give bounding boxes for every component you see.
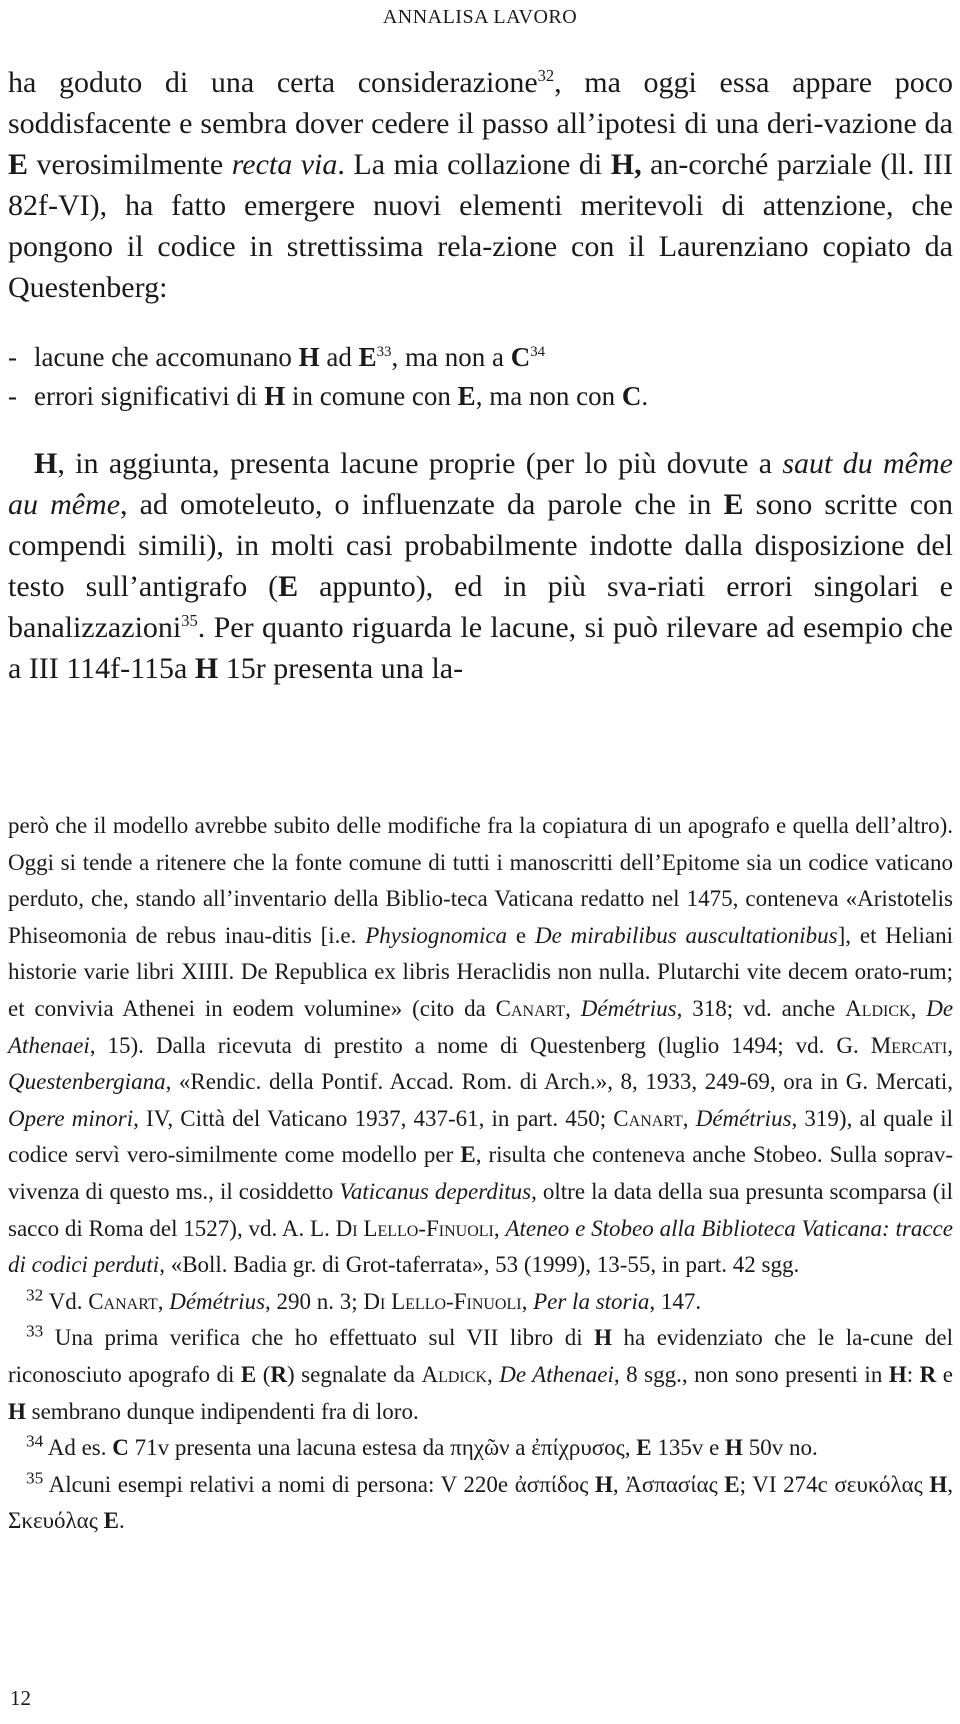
text: , xyxy=(157,1288,170,1314)
main-text xyxy=(8,62,953,689)
italic-phrase: saut du même au même xyxy=(8,447,953,521)
text: , in aggiunta, presenta lacune proprie (per lo più dovute a xyxy=(57,447,783,480)
text: 71v presenta una lacuna estesa da πηχῶν a ἐπίχρυσος, xyxy=(128,1435,637,1461)
siglum: E xyxy=(8,148,29,181)
footnote-34 xyxy=(8,1430,953,1467)
siglum: H, xyxy=(610,148,642,181)
text: però che il modello avrebbe subito delle modifiche fra la copiatura di un apografo e quella dell’altro). Oggi si tende a ritenere che la fonte comune di tutti i manoscritti dell’Epitome sia un codice vaticano perduto, che, stando all’inventario della Biblio-teca Vaticana redatto nel 1475, conteneva «Aristotelis Phiseomonia de rebus inau-ditis [i.e. xyxy=(8,813,953,948)
text: , Σκευόλας xyxy=(8,1471,953,1534)
text: Alcuni esempi relativi a nomi di persona: V 220e ἀσπίδος xyxy=(43,1471,596,1497)
siglum: H xyxy=(888,1361,907,1387)
footnote-ref-34[interactable]: 34 xyxy=(530,344,546,360)
author-name: Aldick xyxy=(421,1361,487,1387)
text: . xyxy=(118,1508,125,1534)
footnote-number: 32 xyxy=(26,1285,44,1305)
siglum: H xyxy=(595,1471,613,1497)
text: in comune con xyxy=(285,381,458,411)
text: verosimilmente xyxy=(28,148,232,181)
italic-title: Ateneo e Stobeo alla Biblioteca Vaticana: tracce di codici perduti xyxy=(8,1215,953,1278)
siglum: E xyxy=(636,1435,652,1461)
text: , ad omoteleuto, o influenzate da parole che in xyxy=(120,488,724,521)
siglum: C xyxy=(621,381,642,411)
text: , xyxy=(947,1032,953,1058)
running-title: ANNALISA LAVORO xyxy=(382,6,578,28)
italic-title: Démétrius xyxy=(580,995,677,1021)
text: ad xyxy=(319,342,359,372)
text: . La mia collazione di xyxy=(337,148,611,181)
text: : xyxy=(906,1361,920,1387)
text: ) segnalate da xyxy=(287,1361,422,1387)
text: Vd. xyxy=(43,1288,89,1314)
text: Una prima verifica che ho effettuato sul VII libro di xyxy=(43,1325,595,1351)
italic-title: Démétrius xyxy=(169,1288,266,1314)
text: , 15). Dalla ricevuta di prestito a nome di Questenberg (luglio 1494; vd. G. xyxy=(89,1032,871,1058)
footnote-33 xyxy=(8,1320,953,1430)
siglum: E xyxy=(240,1361,257,1387)
text: , IV, Città del Vaticano 1937, 437-61, in part. 450; xyxy=(133,1105,614,1131)
italic-title: Per la storia xyxy=(533,1288,650,1314)
text: an-corché parziale (ll. III 82f-VI), ha fatto emergere nuovi elementi meritevoli di attenzione, che pongono il codice in strettissima rela-zione con il Laurenziano copiato da Questenberg: xyxy=(8,148,953,304)
italic-title: De Athenaei xyxy=(499,1361,614,1387)
text: ; VI 274c σευκόλας xyxy=(739,1471,930,1497)
siglum: E xyxy=(358,342,377,372)
text: ha evidenziato che le la-cune del riconosciuto apografo di xyxy=(8,1325,953,1387)
siglum: R xyxy=(919,1361,937,1387)
text: , 318; vd. anche xyxy=(676,995,846,1021)
italic-title: Opere minori xyxy=(8,1105,134,1131)
text: sembrano dunque indipendenti fra di loro. xyxy=(25,1398,419,1424)
text: , xyxy=(486,1361,500,1387)
paragraph-1 xyxy=(8,62,953,308)
italic-title: Physiognomica xyxy=(365,922,508,948)
siglum: E xyxy=(278,570,299,603)
text: , xyxy=(493,1215,506,1241)
text: 135v e xyxy=(651,1435,726,1461)
text: e xyxy=(936,1361,953,1387)
siglum: H xyxy=(194,652,219,685)
text: e xyxy=(507,922,535,948)
footnote-ref-32[interactable]: 32 xyxy=(537,66,555,85)
italic-title: Vaticanus deperditus xyxy=(339,1178,532,1204)
paragraph-2 xyxy=(8,443,953,689)
siglum: E xyxy=(103,1508,119,1534)
text: , «Rendic. della Pontif. Accad. Rom. di Arch.», 8, 1933, 249-69, ora in G. Mercati, xyxy=(165,1069,953,1095)
text: , 319), al quale il codice servì vero-similmente come modello per xyxy=(8,1105,953,1168)
list-item xyxy=(8,377,953,416)
text: , «Boll. Badia gr. di Grot-taferrata», 53 (1999), 13-55, in part. 42 sgg. xyxy=(159,1252,800,1278)
text: , xyxy=(521,1288,534,1314)
text: Ad es. xyxy=(43,1435,113,1461)
siglum: H xyxy=(594,1325,613,1351)
siglum: E xyxy=(724,1471,740,1497)
siglum: C xyxy=(510,342,531,372)
bullet-list xyxy=(8,338,953,416)
text: , Ἀσπασίας xyxy=(612,1471,725,1497)
text: sono scritte con compendi simili), in molti casi probabilmente indotte dalla disposizione del testo sull’antigrafo ( xyxy=(8,488,954,603)
text: , ma non a xyxy=(391,342,511,372)
footnote-number: 34 xyxy=(26,1431,44,1451)
dash: - xyxy=(8,342,17,372)
author-name: Canart xyxy=(88,1288,158,1314)
siglum: C xyxy=(112,1435,129,1461)
text: , oltre la data della sua presunta scomparsa (il sacco di Roma del 1527), vd. A. L. xyxy=(8,1178,954,1241)
text: , xyxy=(682,1105,696,1131)
footnotes xyxy=(8,808,953,1540)
text: errori significativi di xyxy=(34,381,265,411)
siglum: E xyxy=(457,381,476,411)
footnote-continuation xyxy=(8,808,953,1284)
text: ], et Heliani historie varie libri XIIII. De Republica ex libris Heraclidis non nulla. Plutarchi vite decem orato-rum; et convivia Athenei in eodem volumine» (cito da xyxy=(8,922,954,1021)
siglum: H xyxy=(264,381,286,411)
text: . Per quanto riguarda le lacune, si può rilevare ad esempio che a III 114f-115a xyxy=(8,611,953,685)
text: 50v no. xyxy=(742,1435,818,1461)
text: , 8 sgg., non sono presenti in xyxy=(613,1361,889,1387)
text: , ma non con xyxy=(475,381,622,411)
text: , risulta che conteneva anche Stobeo. Sulla soprav-vivenza di questo ms., il cosiddetto xyxy=(8,1142,954,1204)
text: , 147. xyxy=(649,1288,702,1314)
siglum: H xyxy=(34,447,58,480)
footnote-number: 33 xyxy=(26,1321,44,1341)
dash: - xyxy=(8,381,17,411)
text: 15r presenta una la- xyxy=(218,652,464,685)
text: ha goduto di una certa considerazione xyxy=(8,66,538,99)
siglum: H xyxy=(725,1435,743,1461)
siglum: H xyxy=(8,1398,26,1424)
text: , xyxy=(565,995,581,1021)
text: , ma oggi essa appare poco soddisfacente e sembra dover cedere il passo all’ipotesi di una deri-vazione da xyxy=(8,66,954,140)
italic-title: De mirabilibus auscultationibus xyxy=(534,922,838,948)
text: ( xyxy=(256,1361,271,1387)
siglum: E xyxy=(460,1142,476,1168)
footnote-32 xyxy=(8,1284,953,1321)
siglum: H xyxy=(929,1471,948,1497)
text: lacune che accomunano xyxy=(34,342,299,372)
text: . xyxy=(641,381,649,411)
author-name: Canart xyxy=(613,1105,683,1131)
author-name: Canart xyxy=(495,995,566,1021)
italic-phrase: recta via xyxy=(231,148,338,181)
italic-title: Démétrius xyxy=(695,1105,792,1131)
author-name: Mercati xyxy=(870,1032,948,1058)
footnote-number: 35 xyxy=(26,1468,44,1488)
author-name: Di Lello-Finuoli xyxy=(363,1288,522,1314)
text: , xyxy=(910,995,927,1021)
italic-title: Questenbergiana xyxy=(8,1069,166,1095)
siglum: R xyxy=(270,1361,287,1387)
author-name: Di Lello-Finuoli xyxy=(335,1215,494,1241)
footnote-ref-33[interactable]: 33 xyxy=(376,344,392,360)
footnote-35 xyxy=(8,1467,953,1540)
page-number: 12 xyxy=(10,1686,31,1710)
list-item xyxy=(8,338,953,377)
italic-title: De Athenaei xyxy=(8,995,954,1058)
text: appunto), ed in più sva-riati errori singolari e banalizzazioni xyxy=(8,570,953,644)
footnote-ref-35[interactable]: 35 xyxy=(181,611,198,630)
text: , 290 n. 3; xyxy=(265,1288,364,1314)
siglum: E xyxy=(723,488,744,521)
siglum: H xyxy=(298,342,320,372)
author-name: Aldick xyxy=(845,995,911,1021)
